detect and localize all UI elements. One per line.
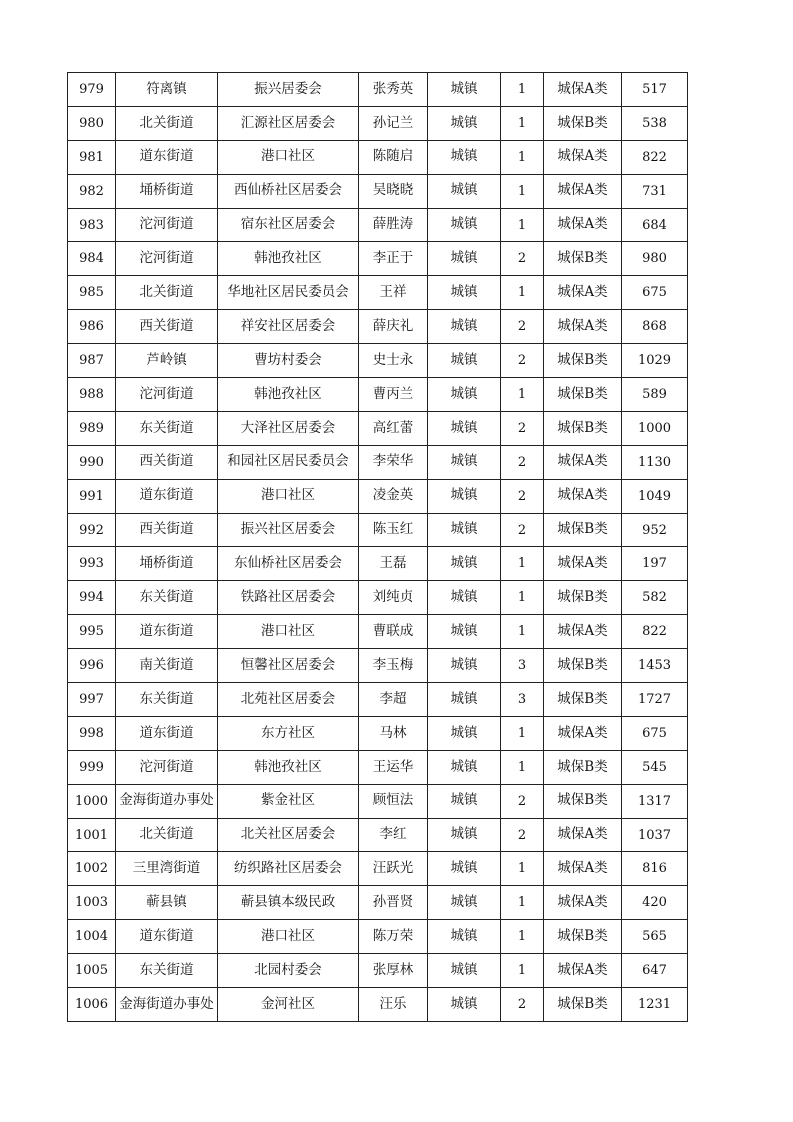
table-row [68, 615, 688, 649]
street-cell: 道东街道 [116, 716, 218, 750]
serial-cell: 1005 [68, 954, 116, 988]
serial-cell: 981 [68, 140, 116, 174]
community-cell: 港口社区 [218, 479, 359, 513]
street-cell: 东关街道 [116, 581, 218, 615]
name-cell: 曹联成 [359, 615, 428, 649]
category-cell: 城保A类 [544, 174, 622, 208]
area-type-cell: 城镇 [428, 513, 501, 547]
category-cell: 城保A类 [544, 73, 622, 107]
area-type-cell: 城镇 [428, 818, 501, 852]
serial-cell: 1004 [68, 920, 116, 954]
amount-cell: 675 [622, 716, 688, 750]
street-cell: 西关街道 [116, 310, 218, 344]
table-row [68, 445, 688, 479]
area-type-cell: 城镇 [428, 547, 501, 581]
amount-cell: 980 [622, 242, 688, 276]
category-cell: 城保A类 [544, 310, 622, 344]
community-cell: 蕲县镇本级民政 [218, 886, 359, 920]
table-row [68, 581, 688, 615]
name-cell: 刘纯贞 [359, 581, 428, 615]
area-type-cell: 城镇 [428, 310, 501, 344]
table-row [68, 479, 688, 513]
community-cell: 韩池孜社区 [218, 242, 359, 276]
community-cell: 纺织路社区居委会 [218, 852, 359, 886]
street-cell: 南关街道 [116, 649, 218, 683]
serial-cell: 989 [68, 411, 116, 445]
area-type-cell: 城镇 [428, 479, 501, 513]
name-cell: 李荣华 [359, 445, 428, 479]
amount-cell: 1130 [622, 445, 688, 479]
table-row [68, 106, 688, 140]
street-cell: 北关街道 [116, 106, 218, 140]
table-row [68, 886, 688, 920]
area-type-cell: 城镇 [428, 852, 501, 886]
community-cell: 祥安社区居委会 [218, 310, 359, 344]
household-size-cell: 2 [501, 411, 544, 445]
category-cell: 城保B类 [544, 750, 622, 784]
serial-cell: 991 [68, 479, 116, 513]
name-cell: 薛胜涛 [359, 208, 428, 242]
household-size-cell: 3 [501, 649, 544, 683]
community-cell: 金河社区 [218, 988, 359, 1022]
street-cell: 沱河街道 [116, 378, 218, 412]
community-cell: 振兴居委会 [218, 73, 359, 107]
area-type-cell: 城镇 [428, 242, 501, 276]
amount-cell: 582 [622, 581, 688, 615]
table-row [68, 649, 688, 683]
community-cell: 港口社区 [218, 920, 359, 954]
area-type-cell: 城镇 [428, 954, 501, 988]
street-cell: 金海街道办事处 [116, 784, 218, 818]
community-cell: 曹坊村委会 [218, 344, 359, 378]
category-cell: 城保B类 [544, 649, 622, 683]
area-type-cell: 城镇 [428, 649, 501, 683]
street-cell: 道东街道 [116, 479, 218, 513]
amount-cell: 684 [622, 208, 688, 242]
household-size-cell: 1 [501, 886, 544, 920]
amount-cell: 517 [622, 73, 688, 107]
name-cell: 史士永 [359, 344, 428, 378]
serial-cell: 987 [68, 344, 116, 378]
category-cell: 城保A类 [544, 276, 622, 310]
area-type-cell: 城镇 [428, 716, 501, 750]
street-cell: 东关街道 [116, 683, 218, 717]
table-row [68, 683, 688, 717]
household-size-cell: 1 [501, 852, 544, 886]
household-size-cell: 1 [501, 547, 544, 581]
amount-cell: 538 [622, 106, 688, 140]
category-cell: 城保A类 [544, 479, 622, 513]
street-cell: 东关街道 [116, 411, 218, 445]
area-type-cell: 城镇 [428, 683, 501, 717]
serial-cell: 982 [68, 174, 116, 208]
table-row [68, 411, 688, 445]
name-cell: 薛庆礼 [359, 310, 428, 344]
street-cell: 沱河街道 [116, 242, 218, 276]
name-cell: 凌金英 [359, 479, 428, 513]
serial-cell: 995 [68, 615, 116, 649]
household-size-cell: 3 [501, 683, 544, 717]
serial-cell: 988 [68, 378, 116, 412]
amount-cell: 822 [622, 615, 688, 649]
community-cell: 西仙桥社区居委会 [218, 174, 359, 208]
table-row [68, 784, 688, 818]
area-type-cell: 城镇 [428, 784, 501, 818]
table-row [68, 818, 688, 852]
category-cell: 城保B类 [544, 411, 622, 445]
table-row [68, 716, 688, 750]
street-cell: 金海街道办事处 [116, 988, 218, 1022]
area-type-cell: 城镇 [428, 174, 501, 208]
name-cell: 高红蕾 [359, 411, 428, 445]
category-cell: 城保B类 [544, 344, 622, 378]
amount-cell: 731 [622, 174, 688, 208]
name-cell: 李正于 [359, 242, 428, 276]
household-size-cell: 2 [501, 310, 544, 344]
serial-cell: 990 [68, 445, 116, 479]
name-cell: 陈玉红 [359, 513, 428, 547]
category-cell: 城保A类 [544, 716, 622, 750]
community-cell: 东仙桥社区居委会 [218, 547, 359, 581]
community-cell: 恒馨社区居委会 [218, 649, 359, 683]
street-cell: 埇桥街道 [116, 547, 218, 581]
serial-cell: 998 [68, 716, 116, 750]
name-cell: 李红 [359, 818, 428, 852]
household-size-cell: 2 [501, 445, 544, 479]
name-cell: 王运华 [359, 750, 428, 784]
household-size-cell: 1 [501, 140, 544, 174]
street-cell: 沱河街道 [116, 208, 218, 242]
area-type-cell: 城镇 [428, 920, 501, 954]
table-row [68, 954, 688, 988]
household-size-cell: 2 [501, 479, 544, 513]
amount-cell: 545 [622, 750, 688, 784]
category-cell: 城保A类 [544, 954, 622, 988]
serial-cell: 996 [68, 649, 116, 683]
category-cell: 城保B类 [544, 378, 622, 412]
name-cell: 汪乐 [359, 988, 428, 1022]
area-type-cell: 城镇 [428, 344, 501, 378]
amount-cell: 1049 [622, 479, 688, 513]
community-cell: 振兴社区居委会 [218, 513, 359, 547]
household-size-cell: 1 [501, 73, 544, 107]
table-row [68, 920, 688, 954]
street-cell: 北关街道 [116, 276, 218, 310]
serial-cell: 1003 [68, 886, 116, 920]
amount-cell: 1231 [622, 988, 688, 1022]
name-cell: 王祥 [359, 276, 428, 310]
amount-cell: 1727 [622, 683, 688, 717]
household-size-cell: 2 [501, 344, 544, 378]
category-cell: 城保A类 [544, 852, 622, 886]
street-cell: 西关街道 [116, 445, 218, 479]
street-cell: 三里湾街道 [116, 852, 218, 886]
household-size-cell: 1 [501, 174, 544, 208]
area-type-cell: 城镇 [428, 988, 501, 1022]
category-cell: 城保A类 [544, 208, 622, 242]
category-cell: 城保A类 [544, 547, 622, 581]
household-size-cell: 1 [501, 378, 544, 412]
amount-cell: 589 [622, 378, 688, 412]
table-row [68, 547, 688, 581]
amount-cell: 197 [622, 547, 688, 581]
community-cell: 东方社区 [218, 716, 359, 750]
name-cell: 陈随启 [359, 140, 428, 174]
serial-cell: 999 [68, 750, 116, 784]
amount-cell: 647 [622, 954, 688, 988]
street-cell: 蕲县镇 [116, 886, 218, 920]
amount-cell: 1000 [622, 411, 688, 445]
area-type-cell: 城镇 [428, 615, 501, 649]
name-cell: 马林 [359, 716, 428, 750]
household-size-cell: 2 [501, 242, 544, 276]
area-type-cell: 城镇 [428, 106, 501, 140]
community-cell: 韩池孜社区 [218, 750, 359, 784]
category-cell: 城保B类 [544, 683, 622, 717]
area-type-cell: 城镇 [428, 886, 501, 920]
street-cell: 埇桥街道 [116, 174, 218, 208]
category-cell: 城保B类 [544, 988, 622, 1022]
table-row [68, 242, 688, 276]
community-cell: 韩池孜社区 [218, 378, 359, 412]
community-cell: 宿东社区居委会 [218, 208, 359, 242]
category-cell: 城保B类 [544, 581, 622, 615]
table-row [68, 344, 688, 378]
street-cell: 北关街道 [116, 818, 218, 852]
name-cell: 李超 [359, 683, 428, 717]
name-cell: 曹丙兰 [359, 378, 428, 412]
name-cell: 孙晋贤 [359, 886, 428, 920]
household-size-cell: 2 [501, 784, 544, 818]
area-type-cell: 城镇 [428, 73, 501, 107]
serial-cell: 986 [68, 310, 116, 344]
community-cell: 铁路社区居委会 [218, 581, 359, 615]
street-cell: 沱河街道 [116, 750, 218, 784]
category-cell: 城保B类 [544, 513, 622, 547]
table-row [68, 208, 688, 242]
table-row [68, 276, 688, 310]
name-cell: 张厚林 [359, 954, 428, 988]
table-row [68, 513, 688, 547]
community-cell: 和园社区居民委员会 [218, 445, 359, 479]
amount-cell: 952 [622, 513, 688, 547]
table-row [68, 988, 688, 1022]
household-size-cell: 2 [501, 818, 544, 852]
name-cell: 汪跃光 [359, 852, 428, 886]
category-cell: 城保A类 [544, 445, 622, 479]
household-size-cell: 2 [501, 513, 544, 547]
amount-cell: 822 [622, 140, 688, 174]
serial-cell: 1002 [68, 852, 116, 886]
household-size-cell: 1 [501, 106, 544, 140]
amount-cell: 1317 [622, 784, 688, 818]
household-size-cell: 1 [501, 954, 544, 988]
amount-cell: 1037 [622, 818, 688, 852]
street-cell: 符离镇 [116, 73, 218, 107]
name-cell: 吴晓晓 [359, 174, 428, 208]
serial-cell: 1001 [68, 818, 116, 852]
amount-cell: 420 [622, 886, 688, 920]
household-size-cell: 1 [501, 581, 544, 615]
amount-cell: 1029 [622, 344, 688, 378]
serial-cell: 992 [68, 513, 116, 547]
category-cell: 城保A类 [544, 818, 622, 852]
area-type-cell: 城镇 [428, 445, 501, 479]
serial-cell: 983 [68, 208, 116, 242]
street-cell: 芦岭镇 [116, 344, 218, 378]
table-row [68, 174, 688, 208]
amount-cell: 675 [622, 276, 688, 310]
serial-cell: 985 [68, 276, 116, 310]
area-type-cell: 城镇 [428, 276, 501, 310]
name-cell: 张秀英 [359, 73, 428, 107]
serial-cell: 997 [68, 683, 116, 717]
street-cell: 西关街道 [116, 513, 218, 547]
household-size-cell: 1 [501, 920, 544, 954]
household-size-cell: 1 [501, 276, 544, 310]
street-cell: 道东街道 [116, 920, 218, 954]
table-row [68, 750, 688, 784]
table-row [68, 378, 688, 412]
category-cell: 城保B类 [544, 920, 622, 954]
household-size-cell: 2 [501, 988, 544, 1022]
name-cell: 王磊 [359, 547, 428, 581]
serial-cell: 994 [68, 581, 116, 615]
community-cell: 紫金社区 [218, 784, 359, 818]
category-cell: 城保A类 [544, 886, 622, 920]
serial-cell: 993 [68, 547, 116, 581]
household-size-cell: 1 [501, 615, 544, 649]
household-size-cell: 1 [501, 208, 544, 242]
serial-cell: 1000 [68, 784, 116, 818]
community-cell: 港口社区 [218, 615, 359, 649]
area-type-cell: 城镇 [428, 208, 501, 242]
serial-cell: 980 [68, 106, 116, 140]
amount-cell: 868 [622, 310, 688, 344]
amount-cell: 1453 [622, 649, 688, 683]
street-cell: 东关街道 [116, 954, 218, 988]
name-cell: 孙记兰 [359, 106, 428, 140]
category-cell: 城保B类 [544, 784, 622, 818]
category-cell: 城保B类 [544, 106, 622, 140]
area-type-cell: 城镇 [428, 411, 501, 445]
street-cell: 道东街道 [116, 615, 218, 649]
community-cell: 华地社区居民委员会 [218, 276, 359, 310]
area-type-cell: 城镇 [428, 140, 501, 174]
household-size-cell: 1 [501, 750, 544, 784]
serial-cell: 984 [68, 242, 116, 276]
community-cell: 北苑社区居委会 [218, 683, 359, 717]
table-row [68, 73, 688, 107]
community-cell: 大泽社区居委会 [218, 411, 359, 445]
category-cell: 城保A类 [544, 615, 622, 649]
area-type-cell: 城镇 [428, 378, 501, 412]
street-cell: 道东街道 [116, 140, 218, 174]
community-cell: 北关社区居委会 [218, 818, 359, 852]
category-cell: 城保A类 [544, 140, 622, 174]
community-cell: 北园村委会 [218, 954, 359, 988]
table-row [68, 852, 688, 886]
area-type-cell: 城镇 [428, 581, 501, 615]
table-body [68, 73, 688, 1022]
serial-cell: 979 [68, 73, 116, 107]
name-cell: 陈万荣 [359, 920, 428, 954]
name-cell: 顾恒法 [359, 784, 428, 818]
records-table [67, 72, 688, 1022]
table-row [68, 310, 688, 344]
household-size-cell: 1 [501, 716, 544, 750]
table-row [68, 140, 688, 174]
community-cell: 汇源社区居委会 [218, 106, 359, 140]
name-cell: 李玉梅 [359, 649, 428, 683]
amount-cell: 816 [622, 852, 688, 886]
category-cell: 城保B类 [544, 242, 622, 276]
serial-cell: 1006 [68, 988, 116, 1022]
area-type-cell: 城镇 [428, 750, 501, 784]
amount-cell: 565 [622, 920, 688, 954]
community-cell: 港口社区 [218, 140, 359, 174]
